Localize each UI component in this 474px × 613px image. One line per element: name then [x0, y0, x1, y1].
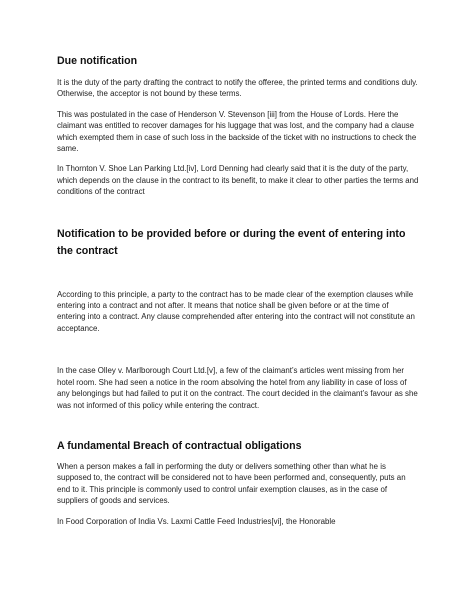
- paragraph: In the case Olley v. Marlborough Court Ltd.[v], a few of the claimant’s articles went missing from her hotel room. She had seen a notice in the room absolving the hotel from any liability in case of loss of any belongings but had failed to put it on the contract. The court decided in the claimant’s favour as she was not informed of this policy while entering the contract.: [57, 366, 418, 410]
- paragraph: This was postulated in the case of Henderson V. Stevenson [iii] from the House of Lords. Here the claimant was entitled to recover damages for his luggage that was lost, and the company had a clause which exempted them in case of such loss in the backside of the ticket with no instructions to check the same.: [57, 109, 417, 154]
- section-heading-notification-timing: Notification to be provided before or during the event of entering into the contract: [57, 227, 406, 257]
- paragraph: When a person makes a fall in performing the duty or delivers something other than what he is supposed to, the contract will be considered not to have been performed and, consequently, puts an end to it. This principle is commonly used to control unfair exemption clauses, as in the case of suppliers of goods and services.: [57, 461, 406, 506]
- section-heading-due-notification: Due notification: [57, 55, 138, 67]
- paragraph: In Thornton V. Shoe Lan Parking Ltd.[iv], Lord Denning had clearly said that it is the duty of the party, which depends on the clause in the contract to its benefit, to make it clear to other parties the terms and conditions of the contract: [57, 164, 419, 197]
- paragraph: According to this principle, a party to the contract has to be made clear of the exemption clauses while entering into a contract and not after. It means that notice shall be given before or at the time of entering into a contract. Any clause comprehended after entering into the contract will not constitute an acceptance.: [57, 289, 415, 333]
- document-body: [57, 54, 419, 527]
- paragraph: In Food Corporation of India Vs. Laxmi Cattle Feed Industries[vi], the Honorable: [57, 516, 336, 526]
- section-heading-fundamental-breach: A fundamental Breach of contractual obligations: [57, 439, 302, 452]
- paragraph: It is the duty of the party drafting the contract to notify the offeree, the printed terms and conditions duly. Otherwise, the acceptor is not bound by these terms.: [57, 78, 418, 99]
